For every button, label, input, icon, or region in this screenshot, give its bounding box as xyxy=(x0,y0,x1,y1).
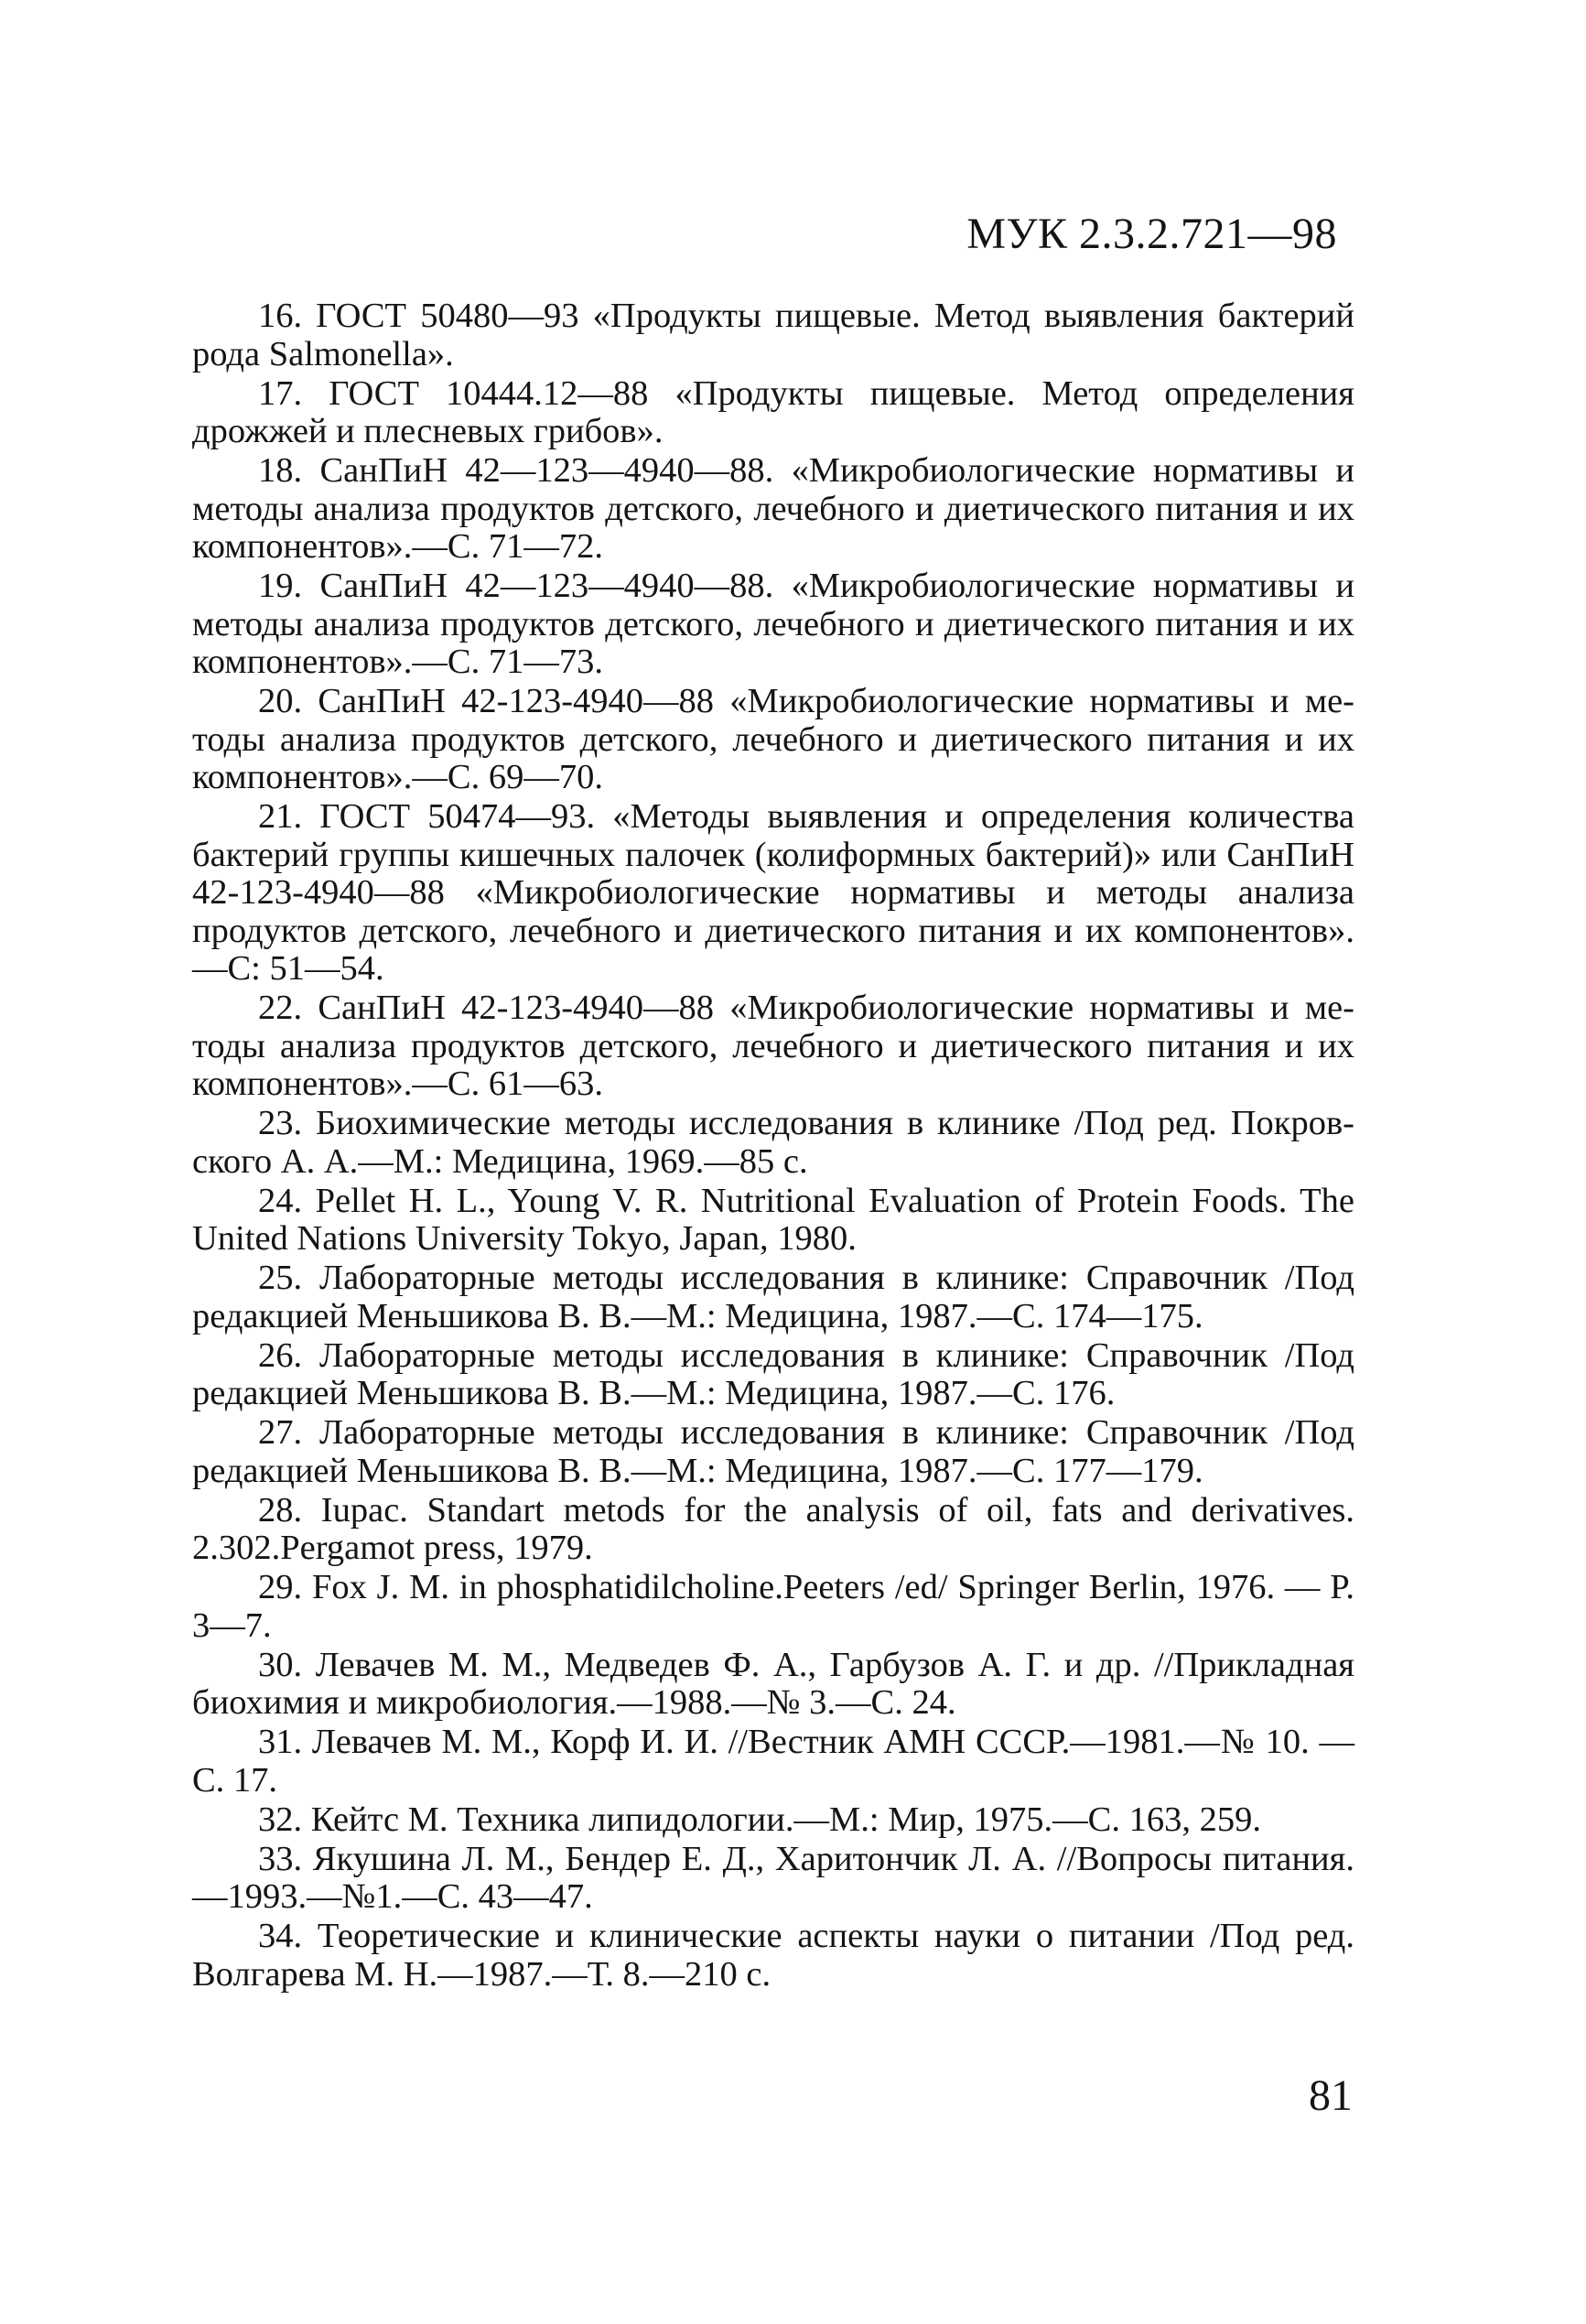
reference-33: 33. Якушина Л. М., Бендер Е. Д., Харитончик Л. А. //Вопросы питания.—1993.—№1.—С. 43—47. xyxy=(192,1839,1354,1916)
reference-17: 17. ГОСТ 10444.12—88 «Продукты пищевые. Метод определения дрожжей и плесневых грибов». xyxy=(192,373,1354,450)
reference-30: 30. Левачев М. М., Медведев Ф. А., Гарбузов А. Г. и др. //Прикладная биохимия и микробиология.—1988.—№ 3.—С. 24. xyxy=(192,1645,1354,1722)
reference-23: 23. Биохимические методы исследования в клинике /Под ред. Покровского А. А.—М.: Медицина, 1969.—85 с. xyxy=(192,1104,1354,1181)
reference-16: 16. ГОСТ 50480—93 «Продукты пищевые. Метод выявления бактерий рода Salmonella». xyxy=(192,297,1354,373)
reference-22: 22. СанПиН 42-123-4940—88 «Микробиологические нормативы и методы анализа продуктов детского, лечебного и диетического питания и их компонентов».—С. 61—63. xyxy=(192,989,1354,1103)
reference-25: 25. Лабораторные методы исследования в клинике: Справочник /Под редакцией Меньшикова В. В.—М.: Медицина, 1987.—С. 174—175. xyxy=(192,1259,1354,1335)
reference-18: 18. СанПиН 42—123—4940—88. «Микробиологические нормативы и методы анализа продуктов детского, лечебного и диетического питания и их компонентов».—С. 71—72. xyxy=(192,451,1354,566)
reference-31: 31. Левачев М. М., Корф И. И. //Вестник АМН СССР.—1981.—№ 10. —С. 17. xyxy=(192,1723,1354,1800)
reference-19: 19. СанПиН 42—123—4940—88. «Микробиологические нормативы и методы анализа продуктов детского, лечебного и диетического питания и их компонентов».—С. 71—73. xyxy=(192,567,1354,681)
reference-32: 32. Кейтс М. Техника липидологии.—М.: Мир, 1975.—С. 163, 259. xyxy=(258,1800,1261,1839)
reference-28: 28. Iupac. Standart metods for the analysis of oil, fats and derivatives. 2.302.Pergamot press, 1979. xyxy=(192,1490,1354,1567)
reference-21: 21. ГОСТ 50474—93. «Методы выявления и определения количества бактерий группы кишечных палочек (колиформных бактерий)» или СанПиН 42-123-4940—88 «Микробиологические нормативы и методы анализа продуктов детского, лечебного и диетического питания и их компонентов».—С: 51—54. xyxy=(192,797,1354,988)
reference-list xyxy=(192,297,1354,1995)
reference-26: 26. Лабораторные методы исследования в клинике: Справочник /Под редакцией Меньшикова В. В.—М.: Медицина, 1987.—С. 176. xyxy=(192,1335,1354,1412)
reference-29: 29. Fox J. M. in phosphatidilcholine.Peeters /ed/ Springer Berlin, 1976. — P. 3—7. xyxy=(192,1568,1354,1645)
reference-24: 24. Pellet H. L., Young V. R. Nutritional Evaluation of Protein Foods. The United Nations University Tokyo, Japan, 1980. xyxy=(192,1181,1354,1258)
reference-27: 27. Лабораторные методы исследования в клинике: Справочник /Под редакцией Меньшикова В. В.—М.: Медицина, 1987.—С. 177—179. xyxy=(192,1413,1354,1490)
document-code-header: МУК 2.3.2.721—98 xyxy=(966,210,1337,258)
reference-20: 20. СанПиН 42-123-4940—88 «Микробиологические нормативы и методы анализа продуктов детского, лечебного и диетического питания и их компонентов».—С. 69—70. xyxy=(192,682,1354,796)
page-number: 81 xyxy=(1309,2071,1353,2120)
reference-34: 34. Теоретические и клинические аспекты науки о питании /Под ред. Волгарева М. Н.—1987.—Т. 8.—210 с. xyxy=(192,1917,1354,1994)
